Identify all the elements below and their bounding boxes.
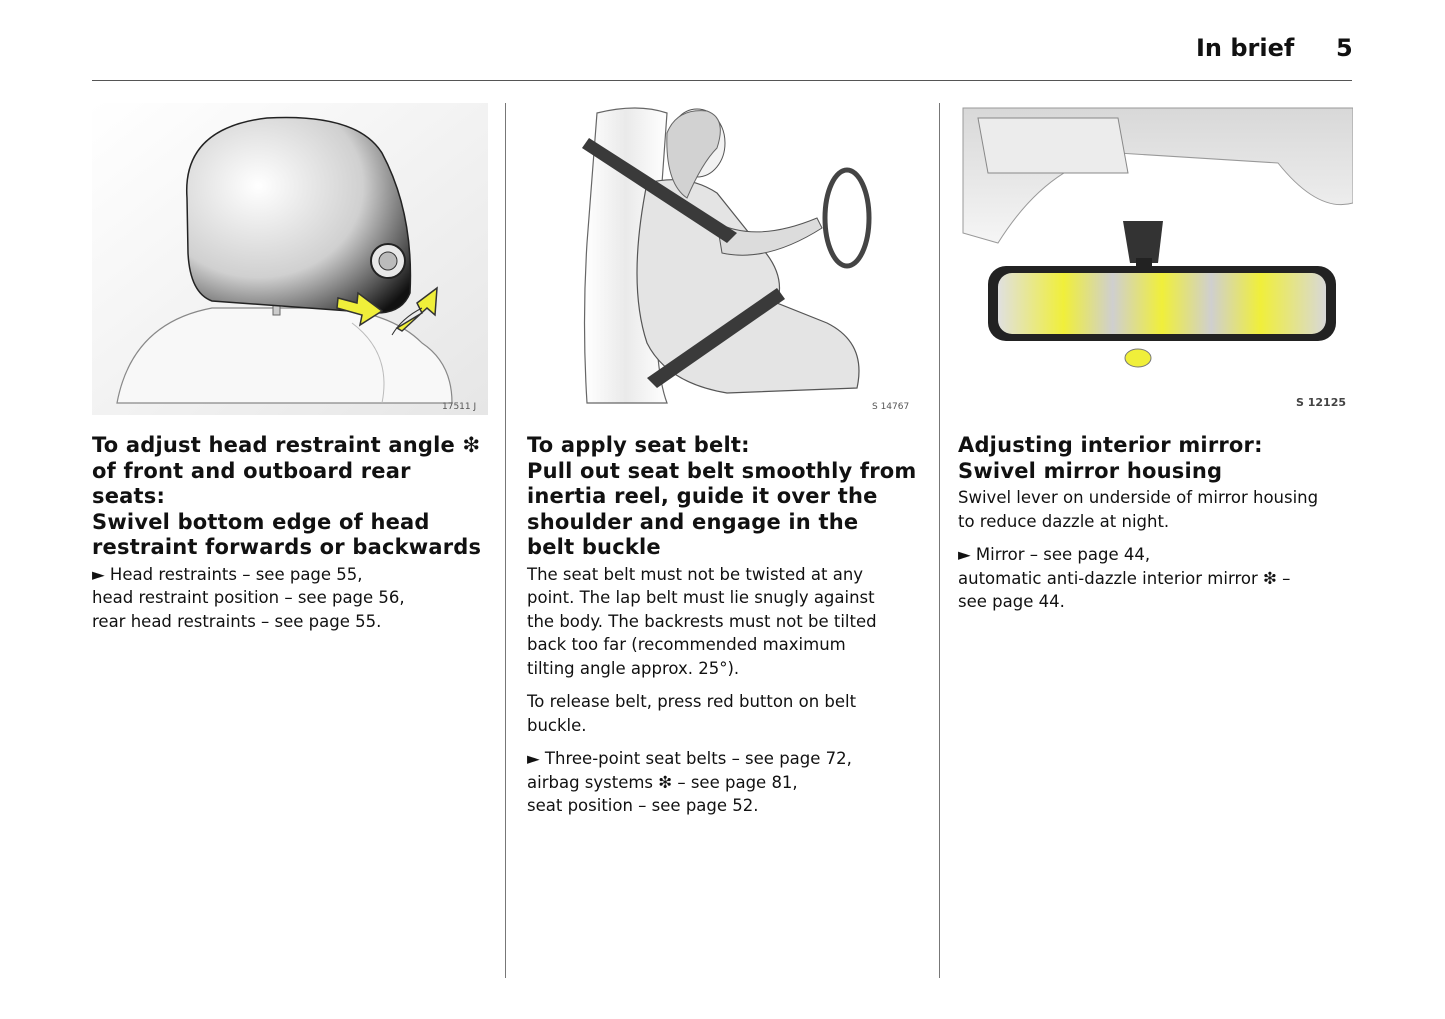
mirror-illustration [958,103,1353,415]
seatbelt-illustration [527,103,922,415]
seatbelt-heading: To apply seat belt: Pull out seat belt smoothly from inertia reel, guide it over the shoulder and engage in the belt buckle [527,433,917,559]
headrest-references: ► Head restraints – see page 55, head restraint position – see page 56, rear head restraints – see page 55. [92,564,405,631]
column-divider [505,103,506,978]
headrest-illustration [92,103,488,415]
headrest-heading: To adjust head restraint angle ❇ of front and outboard rear seats: Swivel bottom edge of head restraint forwards or backwards [92,433,482,559]
headrest-section [92,433,487,633]
seatbelt-release-text: To release belt, press red button on belt buckle. [527,692,857,735]
column-divider [939,103,940,978]
mirror-section [958,433,1353,614]
figure-code: S 12125 [1296,396,1347,409]
mirror-references: ► Mirror – see page 44, automatic anti-dazzle interior mirror ❇ – see page 44. [958,545,1291,611]
mirror-body: Swivel lever on underside of mirror housing to reduce dazzle at night. [958,488,1319,531]
header-rule [92,80,1352,81]
seatbelt-references: ► Three-point seat belts – see page 72, airbag systems ❇ – see page 81, seat position – see page 52. [527,749,852,815]
seatbelt-body: The seat belt must not be twisted at any point. The lap belt must lie snugly against the body. The backrests must not be tilted back too far (recommended maximum tilting angle approx. 25°). [527,564,877,678]
seatbelt-section [527,433,922,818]
figure-code: S 14767 [872,402,910,412]
mirror-heading: Adjusting interior mirror: Swivel mirror housing [958,433,1263,483]
page-number: 5 [1336,34,1353,62]
figure-code: 17511 J [442,402,477,412]
page-section-title: In brief [1196,34,1295,62]
